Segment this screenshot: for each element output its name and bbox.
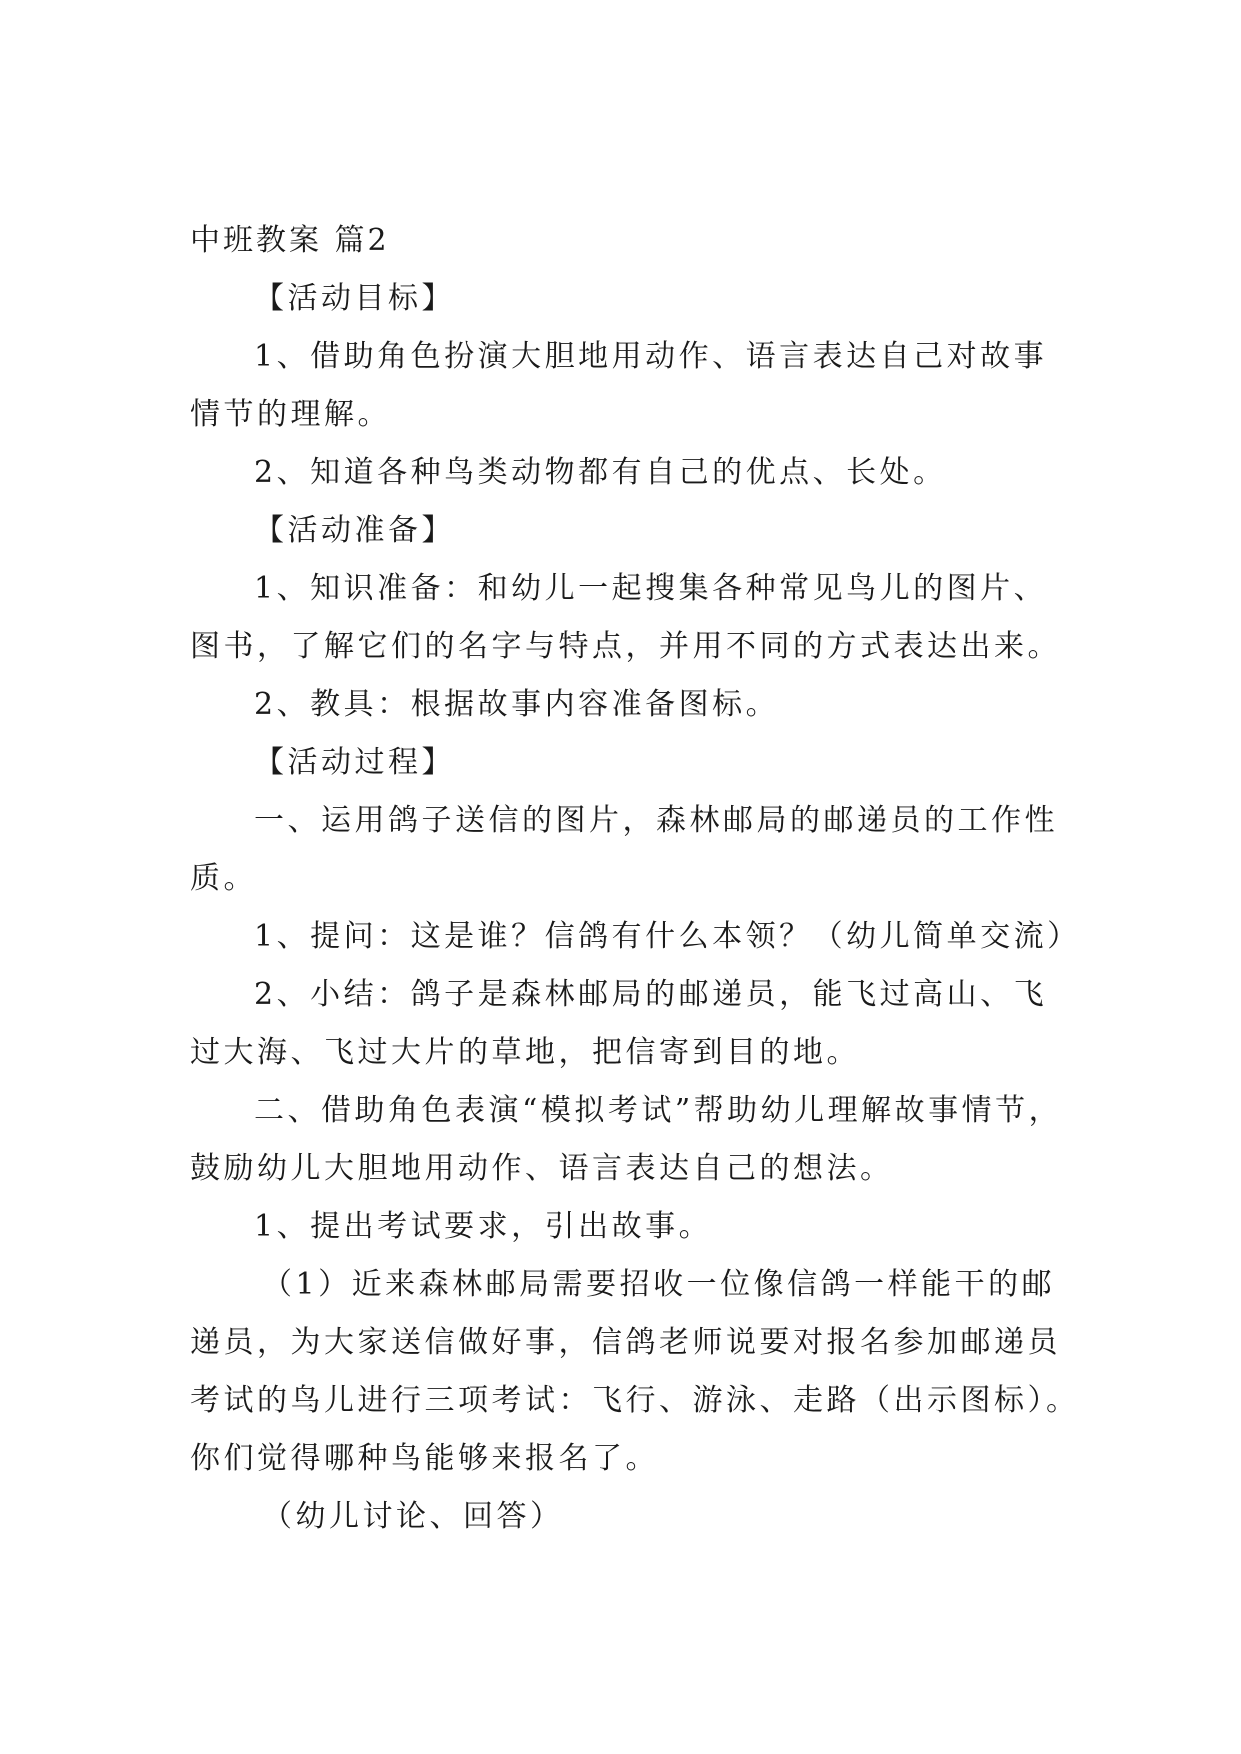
section-heading-process: 【活动过程】: [254, 745, 455, 780]
paragraph-line: 递员，为大家送信做好事，信鸽老师说要对报名参加邮递员: [190, 1325, 1061, 1360]
paragraph-line: 2、教具：根据故事内容准备图标。: [254, 687, 780, 722]
section-heading-goals: 【活动目标】: [254, 281, 455, 316]
section-heading-preparation: 【活动准备】: [254, 513, 455, 548]
paragraph-line: 鼓励幼儿大胆地用动作、语言表达自己的想法。: [190, 1151, 894, 1186]
paragraph-line: 1、提问：这是谁？信鸽有什么本领？（幼儿简单交流）: [254, 919, 1081, 954]
paragraph-line: 二、借助角色表演“模拟考试”帮助幼儿理解故事情节，: [254, 1093, 1063, 1128]
paragraph-line: 2、小结：鸽子是森林邮局的邮递员，能飞过高山、飞: [254, 977, 1048, 1012]
paragraph-line: （1）近来森林邮局需要招收一位像信鸽一样能干的邮: [262, 1267, 1056, 1302]
paragraph-line: 2、知道各种鸟类动物都有自己的优点、长处。: [254, 455, 947, 490]
document-title: 中班教案 篇2: [190, 223, 390, 258]
paragraph-line: 质。: [190, 861, 257, 896]
paragraph-line: 你们觉得哪种鸟能够来报名了。: [190, 1441, 659, 1476]
paragraph-line: 1、知识准备：和幼儿一起搜集各种常见鸟儿的图片、: [254, 571, 1048, 606]
paragraph-line: 一、运用鸽子送信的图片，森林邮局的邮递员的工作性: [254, 803, 1058, 838]
paragraph-line: 1、借助角色扮演大胆地用动作、语言表达自己对故事: [254, 339, 1048, 374]
document-body: [190, 212, 1081, 1546]
paragraph-line: （幼儿讨论、回答）: [262, 1499, 564, 1534]
paragraph-line: 过大海、飞过大片的草地，把信寄到目的地。: [190, 1035, 860, 1070]
paragraph-line: 考试的鸟儿进行三项考试：飞行、游泳、走路（出示图标）。: [190, 1383, 1080, 1418]
paragraph-line: 图书，了解它们的名字与特点，并用不同的方式表达出来。: [190, 629, 1061, 664]
paragraph-line: 情节的理解。: [190, 397, 391, 432]
paragraph-line: 1、提出考试要求，引出故事。: [254, 1209, 713, 1244]
